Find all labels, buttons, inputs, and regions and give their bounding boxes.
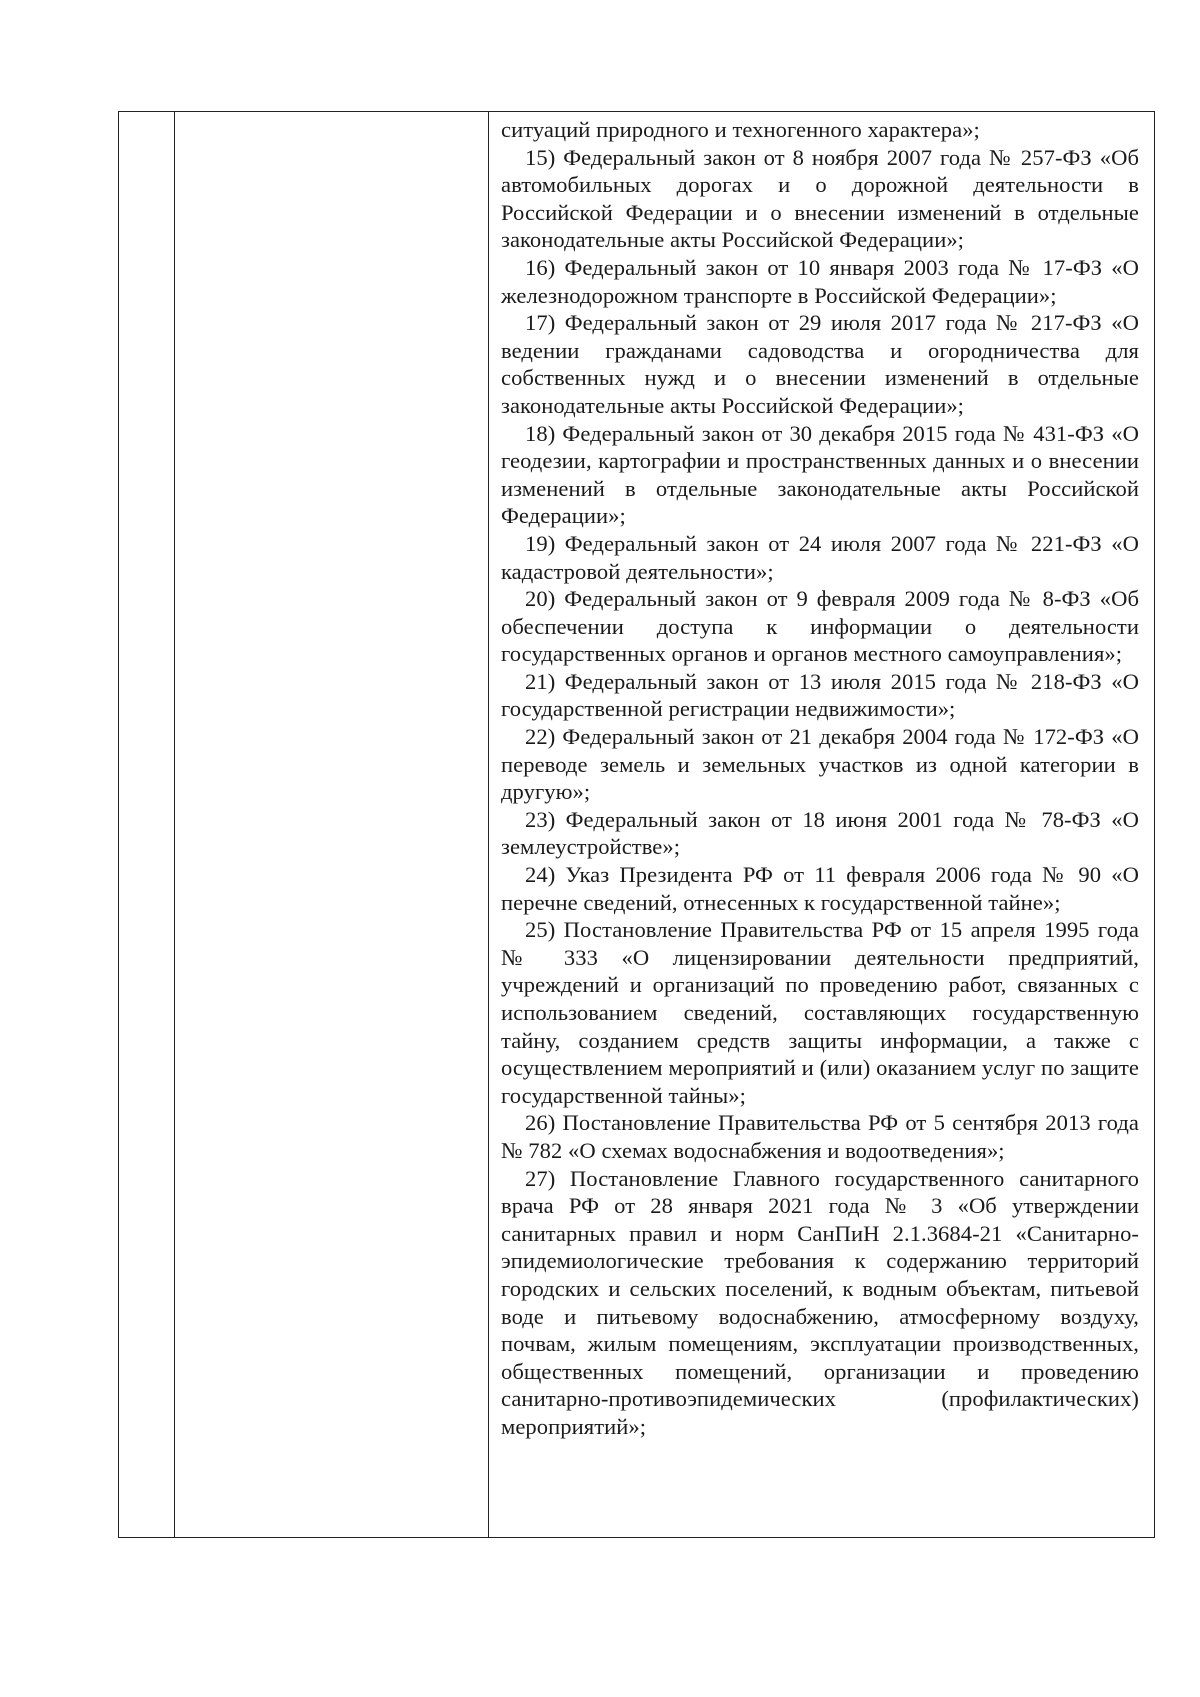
column-divider-2 (488, 112, 489, 1537)
document-table (118, 111, 1155, 1538)
list-item-15: 15) Федеральный закон от 8 ноября 2007 года № 257-ФЗ «Об автомобильных дорогах и о дорожной деятельности в Российской Федерации и о внесении изменений в отдельные законодательные акты Российской Федерации»; (501, 144, 1139, 253)
legal-acts-list (501, 116, 1139, 1441)
list-item-19: 19) Федеральный закон от 24 июля 2007 года № 221-ФЗ «О кадастровой деятельности»; (501, 530, 1139, 584)
list-item-23: 23) Федеральный закон от 18 июня 2001 года № 78-ФЗ «О землеустройстве»; (501, 806, 1139, 860)
list-item-22: 22) Федеральный закон от 21 декабря 2004 года № 172-ФЗ «О переводе земель и земельных участков из одной категории в другую»; (501, 724, 1139, 805)
continuation-text: ситуаций природного и техногенного характера»; (501, 117, 980, 142)
list-item-18: 18) Федеральный закон от 30 декабря 2015 года № 431-ФЗ «О геодезии, картографии и пространственных данных и о внесении изменений в отдельные законодательные акты Российской Федерации»; (501, 420, 1139, 529)
list-item-26: 26) Постановление Правительства РФ от 5 сентября 2013 года № 782 «О схемах водоснабжения и водоотведения»; (501, 1110, 1139, 1163)
list-item-24: 24) Указ Президента РФ от 11 февраля 2006 года № 90 «О перечне сведений, отнесенных к государственной тайне»; (501, 862, 1139, 915)
list-item-25: 25) Постановление Правительства РФ от 15 апреля 1995 года № 333 «О лицензировании деятельности предприятий, учреждений и организаций по проведению работ, связанных с использованием сведений, составляющих государственную тайну, созданием средств защиты информации, а также с осуществлением мероприятий и (или) оказанием услуг по защите государственной тайны»; (501, 917, 1139, 1108)
list-item-21: 21) Федеральный закон от 13 июля 2015 года № 218-ФЗ «О государственной регистрации недвижимости»; (501, 668, 1139, 722)
list-item-20: 20) Федеральный закон от 9 февраля 2009 года № 8-ФЗ «Об обеспечении доступа к информации о деятельности государственных органов и органов местного самоуправления»; (501, 586, 1139, 667)
column-divider-1 (174, 112, 175, 1537)
list-item-17: 17) Федеральный закон от 29 июля 2017 года № 217-ФЗ «О ведении гражданами садоводства и огородничества для собственных нужд и о внесении изменений в отдельные законодательные акты Российской Федерации»; (501, 310, 1139, 418)
list-item-16: 16) Федеральный закон от 10 января 2003 года № 17-ФЗ «О железнодорожном транспорте в Российской Федерации»; (501, 254, 1139, 308)
list-item-27: 27) Постановление Главного государственного санитарного врача РФ от 28 января 2021 года № 3 «Об утверждении санитарных правил и норм СанПиН 2.1.3684-21 «Санитарно-эпидемиологические требования к содержанию территорий городских и сельских поселений, к водным объектам, питьевой воде и питьевому водоснабжению, атмосферному воздуху, почвам, жилым помещениям, эксплуатации производственных, общественных помещений, организации и проведению санитарно-противоэпидемических (профилактических) мероприятий»; (501, 1165, 1139, 1439)
